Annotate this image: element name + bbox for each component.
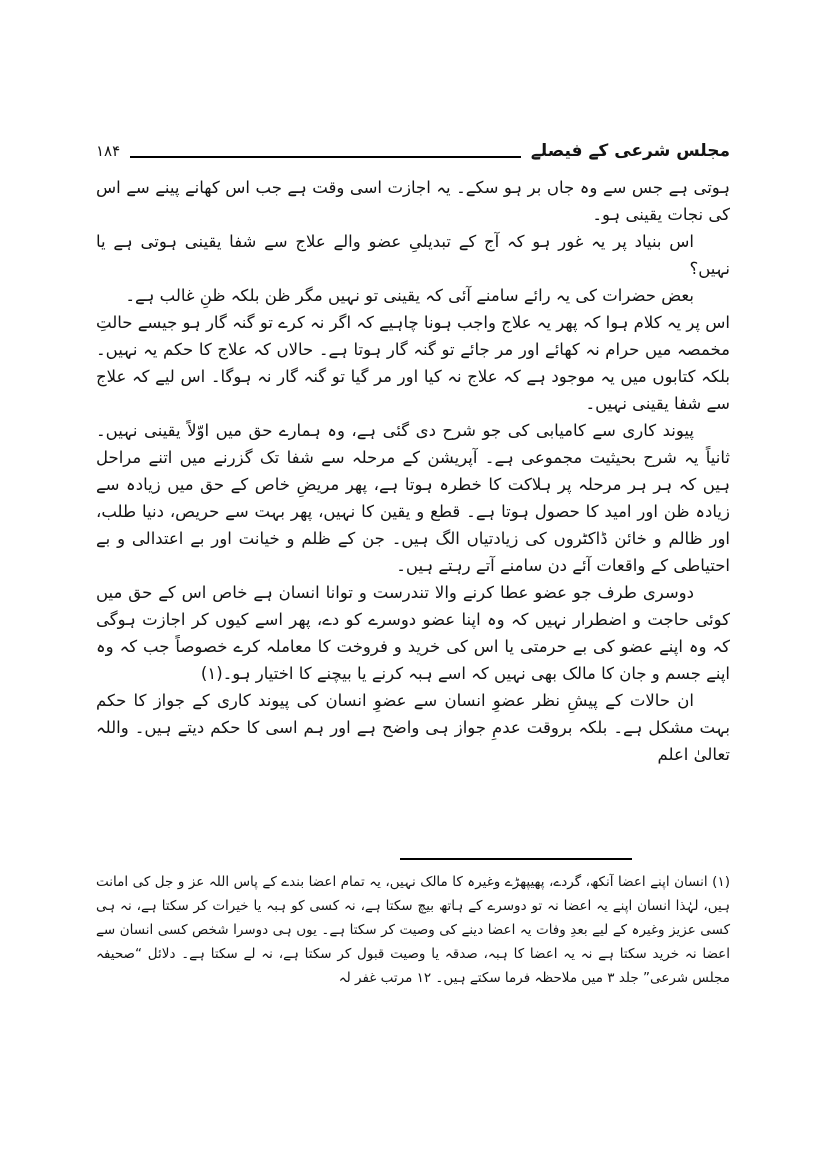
paragraph: اس بنیاد پر یہ غور ہو کہ آج کے تبدیلیِ عضو والے علاج سے شفا یقینی ہوتی ہے یا نہیں؟ <box>96 232 730 278</box>
page-content <box>96 140 730 768</box>
paragraph: اس پر یہ کلام ہوا کہ پھر یہ علاج واجب ہونا چاہیے کہ اگر نہ کرے تو گنہ گار ہو جیسے حالتِ مخمصہ میں حرام نہ کھائے اور مر جائے تو گنہ گار ہوتا ہے۔ حالاں کہ علاج کا حکم یہ نہیں۔ بلکہ کتابوں میں یہ موجود ہے کہ علاج نہ کیا اور مر گیا تو گنہ گار نہ ہوگا۔ اس لیے کہ علاج سے شفا یقینی نہیں۔ <box>96 313 730 413</box>
paragraph: ہوتی ہے جس سے وہ جاں بر ہو سکے۔ یہ اجازت اسی وقت ہے جب اس کھانے پینے سے اس کی نجات یقینی ہو۔ <box>96 178 730 224</box>
page-title: مجلس شرعی کے فیصلے <box>530 141 730 161</box>
footnote-separator <box>400 858 632 860</box>
body-text <box>96 174 730 768</box>
footnote-text: (۱) انسان اپنے اعضا آنکھ، گردے، پھیپھڑے وغیرہ کا مالک نہیں، یہ تمام اعضا بندے کے پاس اللہ عز و جل کی امانت ہیں، لہٰذا انسان اپنے یہ اعضا نہ تو دوسرے کے ہاتھ بیچ سکتا ہے، نہ کسی کو ہبہ یا خیرات کر سکتا ہے، نہ ہی کسی عزیز وغیرہ کے لیے بعدِ وفات یہ اعضا دینے کی وصیت کر سکتا ہے۔ یوں ہی دوسرا شخص کسی انسان سے اعضا نہ خرید سکتا ہے نہ یہ اعضا کا ہبہ، صدقہ یا وصیت قبول کر سکتا ہے، نہ لے سکتا ہے۔ دلائل “صحیفہ مجلس شرعی” جلد ۳ میں ملاحظہ فرما سکتے ہیں۔ ۱۲ مرتب غفر لہ <box>96 874 730 986</box>
header-rule <box>130 156 521 158</box>
page-header <box>96 140 730 162</box>
footnote <box>96 858 730 1004</box>
paragraph: دوسری طرف جو عضو عطا کرنے والا تندرست و توانا انسان ہے خاص اس کے حق میں کوئی حاجت و اضطرار نہیں کہ وہ اپنا عضو دوسرے کو دے، پھر اسے کیوں کر اجازت ہوگی کہ وہ اپنے عضو کی بے حرمتی یا اس کی خرید و فروخت کا معاملہ کرے خصوصاً جب کہ وہ اپنے جسم و جان کا مالک بھی نہیں کہ اسے ہبہ کرنے یا بیچنے کا اختیار ہو۔(۱) <box>96 583 730 683</box>
paragraph: بعض حضرات کی یہ رائے سامنے آئی کہ یقینی تو نہیں مگر ظن بلکہ ظنِ غالب ہے۔ <box>125 286 694 305</box>
paragraph: ان حالات کے پیشِ نظر عضوِ انسان سے عضوِ انسان کی پیوند کاری کے جواز کا حکم بہت مشکل ہے۔ بلکہ بروقت عدمِ جواز ہی واضح ہے اور ہم اسی کا حکم دیتے ہیں۔ واللہ تعالیٰ اعلم <box>96 691 730 764</box>
paragraph: پیوند کاری سے کامیابی کی جو شرح دی گئی ہے، وہ ہمارے حق میں اوّلاً یقینی نہیں۔ ثانیاً یہ شرح بحیثیت مجموعی ہے۔ آپریشن کے مرحلہ سے شفا تک گزرنے میں اتنے مراحل ہیں کہ ہر ہر مرحلہ پر ہلاکت کا خطرہ ہوتا ہے، پھر مریضِ خاص کے حق میں زیادہ سے زیادہ ظن اور امید کا حصول ہوتا ہے۔ قطع و یقین کا نہیں، پھر بہت سے حریص، دنیا طلب، اور ظالم و خائن ڈاکٹروں کی زیادتیاں الگ ہیں۔ جن کے ظلم و خیانت اور بے اعتدالی و بے احتیاطی کے واقعات آئے دن سامنے آتے رہتے ہیں۔ <box>96 421 730 575</box>
page-number: ۱۸۴ <box>96 142 121 160</box>
